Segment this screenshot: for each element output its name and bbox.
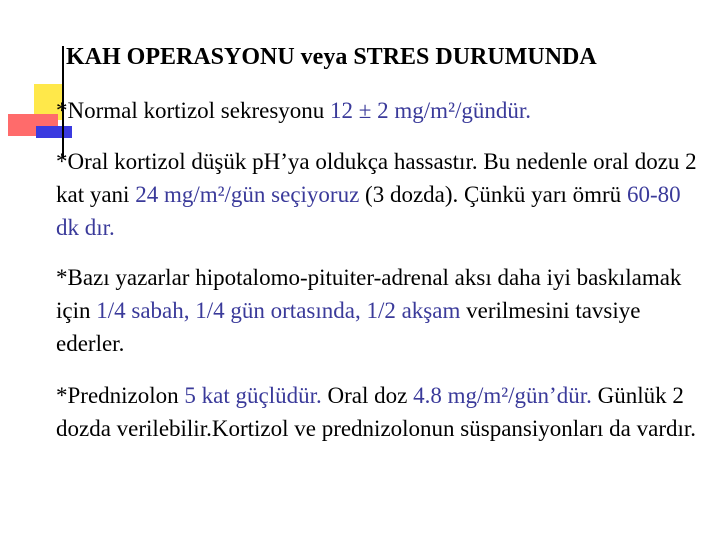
highlight: 4.8 mg/m²/gün’dür. bbox=[413, 383, 592, 408]
text: Günlük 2 dozda verilebilir.Kortizol ve prednizolonun süspansiyonları da vardır. bbox=[56, 383, 697, 441]
text: *Bazı yazarlar hipotalomo-pituiter-adrenal aksı daha iyi baskılamak için bbox=[56, 265, 682, 323]
text: *Normal kortizol sekresyonu bbox=[56, 98, 331, 123]
highlight: 1/4 sabah, 1/4 gün ortasında, 1/2 akşam bbox=[96, 298, 461, 323]
text: verilmesini tavsiye ederler. bbox=[56, 298, 641, 356]
text: *Oral kortizol düşük pH’ya oldukça hassastır. Bu nedenle oral dozu 2 kat yani bbox=[56, 149, 697, 207]
text: Oral doz bbox=[321, 383, 414, 408]
text: (3 dozda). Çünkü yarı ömrü bbox=[359, 182, 627, 207]
highlight: 5 kat güçlüdür. bbox=[184, 383, 322, 408]
highlight: 24 mg/m²/gün seçiyoruz bbox=[135, 182, 360, 207]
paragraph-normal-cortisol bbox=[56, 94, 706, 127]
paragraph-oral-cortisol bbox=[56, 145, 706, 244]
text: *Prednizolon bbox=[56, 383, 185, 408]
paragraph-prednisolone bbox=[56, 379, 706, 445]
highlight: 60-80 dk dır. bbox=[56, 182, 681, 240]
decor-blue-bar bbox=[36, 126, 72, 138]
paragraph-authors bbox=[56, 261, 706, 360]
highlight: 12 ± 2 mg/m²/gündür. bbox=[330, 98, 532, 123]
slide-title: KAH OPERASYONU veya STRES DURUMUNDA bbox=[66, 44, 597, 70]
